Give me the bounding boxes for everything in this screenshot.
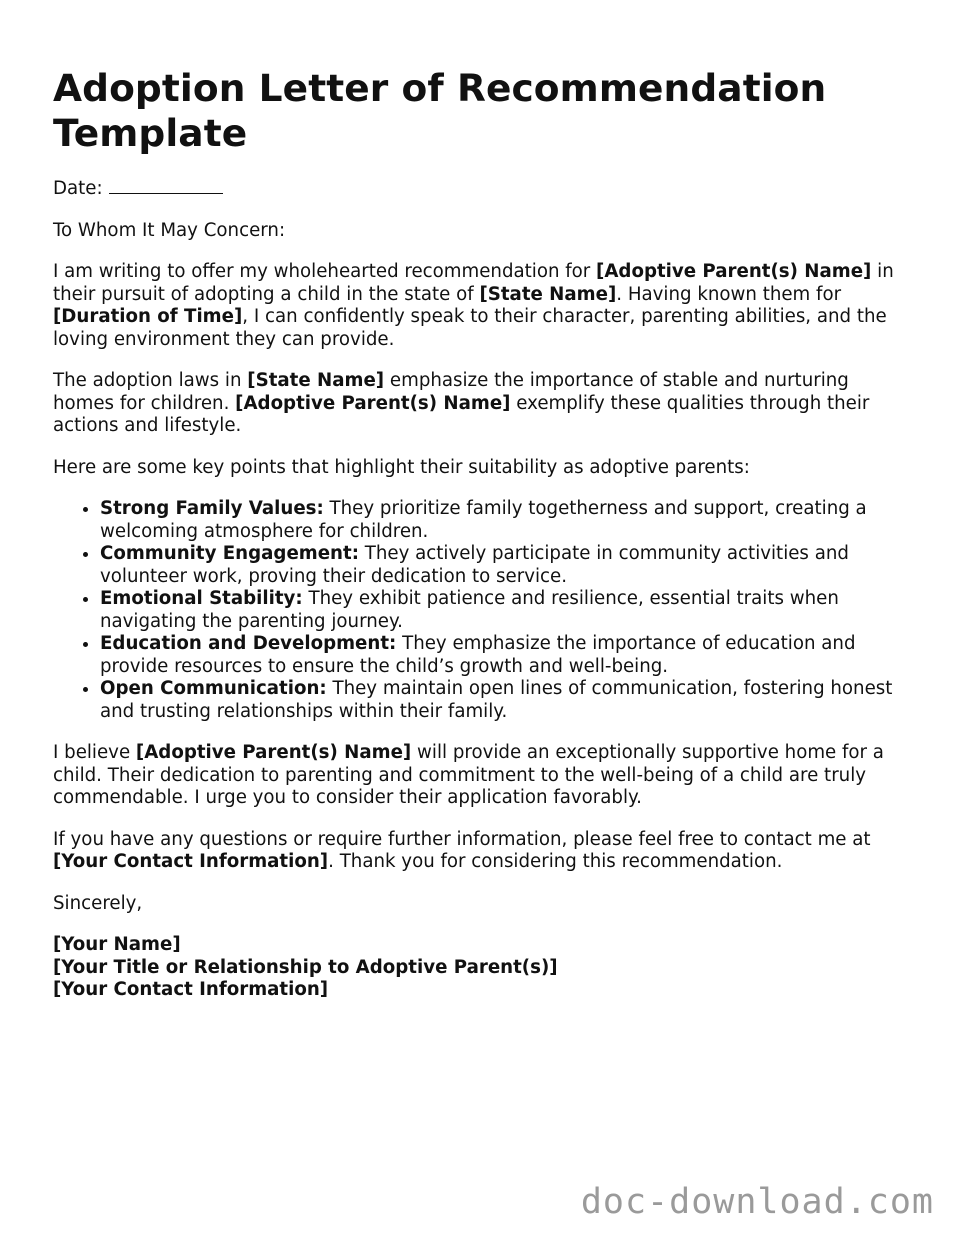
paragraph-laws — [53, 370, 915, 438]
date-blank-line — [109, 179, 223, 194]
placeholder-duration: [Duration of Time] — [53, 306, 243, 327]
placeholder-parent-name: [Adoptive Parent(s) Name] — [235, 392, 511, 414]
text-run: will provide an exceptionally supportive home for a child. Their dedication to parenting and commitment to the well-being of a child are truly commendable. I urge you to consider their application favorably. — [53, 742, 884, 808]
point-text: They maintain open lines of communication, fostering honest and trusting relationships within their family. — [100, 678, 893, 722]
list-item — [100, 498, 915, 543]
text-run: If you have any questions or require further information, please feel free to contact me at — [53, 828, 871, 850]
closing: Sincerely, — [53, 892, 143, 914]
signature-block — [53, 934, 915, 1002]
date-line — [53, 178, 915, 201]
signature-title: [Your Title or Relationship to Adoptive Parent(s)] — [53, 956, 558, 978]
list-item — [100, 678, 915, 723]
key-points-list — [53, 498, 915, 723]
text-run: I believe — [53, 742, 136, 763]
signature-name: [Your Name] — [53, 934, 181, 955]
point-text: They prioritize family togetherness and support, creating a welcoming atmosphere for children. — [100, 498, 867, 542]
text-run: emphasize the importance of stable and nurturing homes for children. — [53, 370, 849, 414]
placeholder-state-name: [State Name] — [247, 370, 385, 391]
salutation: To Whom It May Concern: — [53, 219, 286, 241]
list-item — [100, 588, 915, 633]
placeholder-contact-info: [Your Contact Information] — [53, 851, 329, 872]
letter-document — [53, 66, 915, 1002]
list-item — [100, 543, 915, 588]
text-run: I am writing to offer my wholehearted recommendation for — [53, 261, 597, 282]
text-run: The adoption laws in — [53, 370, 248, 391]
date-label: Date: — [53, 178, 103, 199]
point-label: Education and Development: — [100, 633, 397, 654]
watermark: doc-download.com — [580, 1182, 934, 1222]
signature-contact: [Your Contact Information] — [53, 979, 329, 1000]
text-run: . Having known them for — [616, 283, 842, 305]
text-run: , I can confidently speak to their character, parenting abilities, and the loving environment they can provide. — [53, 306, 887, 350]
point-label: Community Engagement: — [100, 543, 359, 564]
document-title: Adoption Letter of Recommendation Template — [53, 66, 827, 155]
placeholder-state-name: [State Name] — [479, 283, 617, 305]
text-run: . Thank you for considering this recommendation. — [328, 851, 783, 872]
paragraph-contact — [53, 829, 915, 874]
text-run: exemplify these qualities through their actions and lifestyle. — [53, 392, 870, 436]
paragraph-key-points-intro: Here are some key points that highlight their suitability as adoptive parents: — [53, 456, 750, 478]
point-text: They exhibit patience and resilience, essential traits when navigating the parenting journey. — [100, 588, 839, 632]
point-label: Open Communication: — [100, 678, 327, 699]
point-label: Emotional Stability: — [100, 588, 303, 609]
text-run: in their pursuit of adopting a child in the state of — [53, 261, 894, 305]
point-text: They actively participate in community activities and volunteer work, proving their dedication to service. — [100, 543, 849, 587]
list-item — [100, 633, 915, 678]
point-label: Strong Family Values: — [100, 498, 324, 519]
paragraph-belief — [53, 742, 915, 810]
placeholder-parent-name: [Adoptive Parent(s) Name] — [596, 261, 872, 282]
point-text: They emphasize the importance of education and provide resources to ensure the child’s growth and well-being. — [100, 633, 856, 677]
paragraph-intro — [53, 261, 915, 351]
placeholder-parent-name: [Adoptive Parent(s) Name] — [135, 742, 412, 763]
